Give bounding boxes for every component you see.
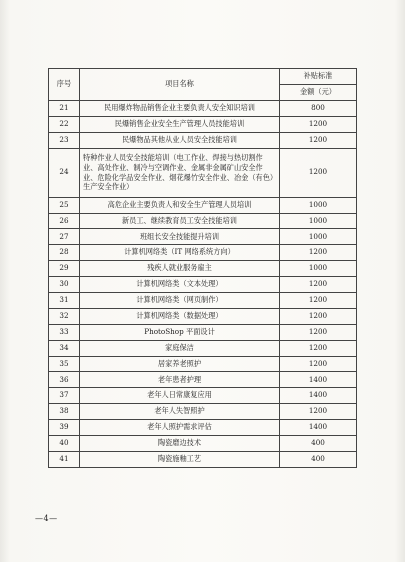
table-row [49,324,357,340]
cell-seq: 34 [49,340,80,356]
table-row [49,197,357,213]
cell-seq: 40 [49,436,80,452]
cell-amount: 1400 [280,420,357,436]
cell-amount: 400 [280,451,357,467]
cell-name: 民爆物品其他从业人员安全技能培训 [80,132,280,148]
cell-seq: 27 [49,229,80,245]
table-row [49,213,357,229]
table-row [49,148,357,197]
cell-seq: 41 [49,451,80,467]
cell-amount: 1200 [280,293,357,309]
table-row [49,404,357,420]
cell-amount: 1200 [280,277,357,293]
table-row [49,356,357,372]
cell-name: 计算机网络类（数据处理） [80,308,280,324]
subsidy-table [48,68,357,468]
header-subsidy-standard: 补贴标准 [280,69,357,85]
cell-seq: 29 [49,261,80,277]
table-row [49,229,357,245]
cell-amount: 1200 [280,340,357,356]
cell-name: 特种作业人员安全技能培训（电工作业、焊接与热切割作业、高处作业、制冷与空调作业、金属非金属矿山安全作业、危险化学品安全作业、烟花爆竹安全作业、冶金（有色）生产安全作业） [80,148,280,197]
cell-seq: 25 [49,197,80,213]
cell-seq: 23 [49,132,80,148]
cell-amount: 1000 [280,229,357,245]
cell-seq: 35 [49,356,80,372]
cell-name: 计算机网络类（网页制作） [80,293,280,309]
table-row [49,116,357,132]
cell-amount: 1200 [280,148,357,197]
cell-amount: 1000 [280,213,357,229]
cell-name: 新员工、继续教育员工安全技能培训 [80,213,280,229]
cell-amount: 1200 [280,245,357,261]
cell-name: 老年人失智照护 [80,404,280,420]
cell-name: 陶瓷磨边技术 [80,436,280,452]
cell-seq: 37 [49,388,80,404]
cell-name: 民用爆炸物品销售企业主要负责人安全知识培训 [80,101,280,117]
table-row [49,261,357,277]
cell-amount: 1200 [280,324,357,340]
table-row [49,277,357,293]
cell-amount: 1200 [280,356,357,372]
table-row [49,436,357,452]
cell-seq: 31 [49,293,80,309]
cell-seq: 39 [49,420,80,436]
cell-amount: 1000 [280,261,357,277]
cell-name: 残疾人就业服务雇主 [80,261,280,277]
table-row [49,293,357,309]
cell-seq: 33 [49,324,80,340]
table-row [49,420,357,436]
header-project-name: 项目名称 [80,69,280,101]
cell-seq: 22 [49,116,80,132]
cell-seq: 32 [49,308,80,324]
table-row [49,132,357,148]
cell-amount: 1200 [280,116,357,132]
cell-seq: 38 [49,404,80,420]
cell-seq: 28 [49,245,80,261]
cell-seq: 36 [49,372,80,388]
cell-name: 老年人照护需求评估 [80,420,280,436]
table-row [49,372,357,388]
table-row [49,388,357,404]
cell-name: PhotoShop 平面设计 [80,324,280,340]
cell-amount: 1400 [280,372,357,388]
cell-amount: 400 [280,436,357,452]
cell-name: 家庭保洁 [80,340,280,356]
table-row [49,340,357,356]
cell-amount: 1200 [280,132,357,148]
cell-name: 计算机网络类（文本处理） [80,277,280,293]
cell-name: 民爆销售企业安全生产管理人员技能培训 [80,116,280,132]
header-seq: 序号 [49,69,80,101]
page-number: —4— [35,514,58,523]
table-row [49,451,357,467]
table-row [49,245,357,261]
cell-name: 计算机网络类（IT 网络系统方向） [80,245,280,261]
cell-name: 居家养老照护 [80,356,280,372]
cell-amount: 1400 [280,388,357,404]
cell-name: 老年患者护理 [80,372,280,388]
cell-name: 班组长安全技能提升培训 [80,229,280,245]
cell-seq: 24 [49,148,80,197]
cell-amount: 1000 [280,197,357,213]
table-row [49,101,357,117]
cell-amount: 800 [280,101,357,117]
cell-seq: 26 [49,213,80,229]
cell-name: 陶瓷施釉工艺 [80,451,280,467]
header-amount: 金额（元） [280,85,357,101]
cell-amount: 1200 [280,308,357,324]
cell-amount: 1200 [280,404,357,420]
cell-name: 老年人日常康复应用 [80,388,280,404]
table-row [49,308,357,324]
cell-name: 高危企业主要负责人和安全生产管理人员培训 [80,197,280,213]
cell-seq: 30 [49,277,80,293]
cell-seq: 21 [49,101,80,117]
